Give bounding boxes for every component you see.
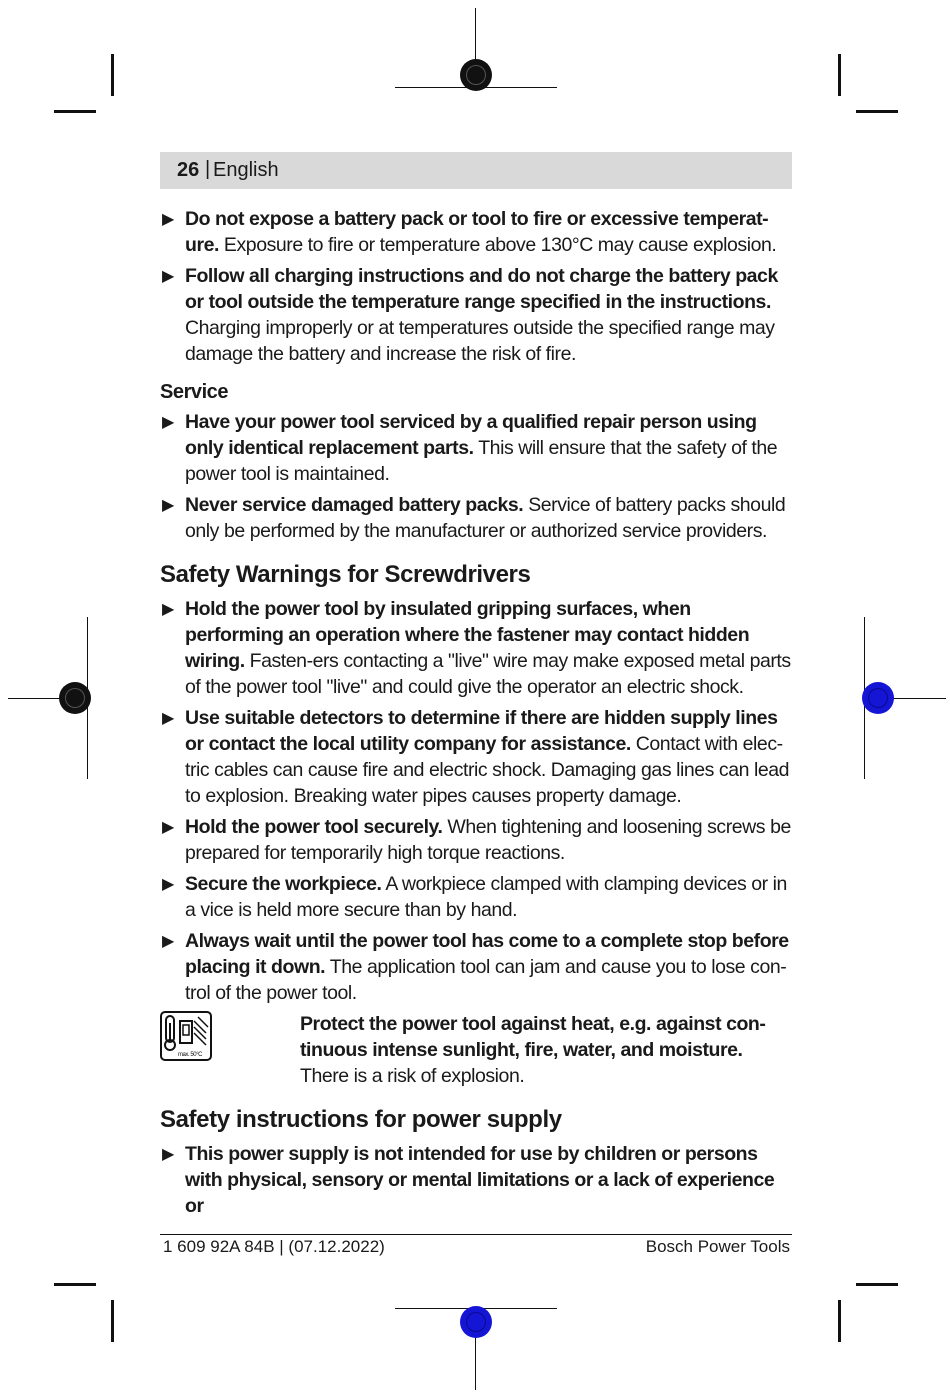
warning-bold: Do not expose a battery pack or tool to fire or excessive temperat-ure. xyxy=(185,208,769,256)
section-heading-service: Service xyxy=(160,381,229,403)
bullet-triangle-icon: ▶ xyxy=(162,876,174,893)
warning-text: Fasten-ers contacting a "live" wire may make exposed metal parts of the power tool "live" and could give the operator an electric shock. xyxy=(185,650,791,698)
bullet-triangle-icon: ▶ xyxy=(162,414,174,431)
crop-mark xyxy=(111,54,114,96)
bullet-triangle-icon: ▶ xyxy=(162,268,174,285)
warning-bold: Hold the power tool by insulated gripping surfaces, when performing an operation where the fastener may contact hidden wiring. xyxy=(185,598,750,672)
warning-bold: Use suitable detectors to determine if there are hidden supply lines or contact the local utility company for assistance. xyxy=(185,707,778,755)
footer-rule xyxy=(160,1234,792,1235)
warning-text: Exposure to fire or temperature above 130°C may cause explosion. xyxy=(218,234,777,256)
warning-bold: Never service damaged battery packs. xyxy=(185,494,524,516)
list-item xyxy=(160,871,792,923)
brand-footer: Bosch Power Tools xyxy=(645,1237,790,1256)
page-header xyxy=(160,152,792,189)
crop-mark xyxy=(54,1283,96,1286)
registration-mark-right xyxy=(862,682,894,714)
bullet-triangle-icon: ▶ xyxy=(162,933,174,950)
language-label: English xyxy=(213,159,279,181)
note-text: There is a risk of explosion. xyxy=(300,1065,525,1087)
warning-text: When tightening and loosening screws be prepared for temporarily high torque reactions. xyxy=(185,816,791,864)
note-bold: Protect the power tool against heat, e.g. against con-tinuous intense sunlight, fire, water, and moisture. xyxy=(300,1013,766,1061)
crop-mark xyxy=(856,1283,898,1286)
list-item xyxy=(160,263,792,367)
icon-caption: max. 50°C xyxy=(178,1052,203,1058)
heat-protection-icon xyxy=(160,1011,212,1061)
section-heading-screwdrivers: Safety Warnings for Screwdrivers xyxy=(160,561,531,588)
list-item xyxy=(160,492,792,544)
crop-mark xyxy=(111,1300,114,1342)
registration-mark-left xyxy=(59,682,91,714)
bullet-triangle-icon: ▶ xyxy=(162,211,174,228)
warning-bold: This power supply is not intended for use by children or persons with physical, sensory or mental limitations or a lack of experience or xyxy=(185,1143,775,1217)
list-item xyxy=(160,596,792,700)
list-item xyxy=(160,409,792,487)
document-number: 1 609 92A 84B | (07.12.2022) xyxy=(163,1237,385,1256)
warning-text: This will ensure that the safety of the power tool is maintained. xyxy=(185,437,778,485)
list-item xyxy=(160,705,792,809)
warning-bold: Always wait until the power tool has come to a complete stop before placing it down. xyxy=(185,930,789,978)
warning-text: The application tool can jam and cause you to lose con-trol of the power tool. xyxy=(185,956,787,1004)
crop-mark xyxy=(54,110,96,113)
list-item xyxy=(160,206,792,258)
page-number: 26 xyxy=(177,159,200,181)
registration-mark-bottom xyxy=(460,1306,492,1338)
bullet-triangle-icon: ▶ xyxy=(162,497,174,514)
page-content xyxy=(160,206,792,1219)
warning-text: Charging improperly or at temperatures outside the specified range may damage the battery and increase the risk of fire. xyxy=(185,317,775,365)
bullet-triangle-icon: ▶ xyxy=(162,710,174,727)
crop-mark xyxy=(838,1300,841,1342)
section-heading-power-supply: Safety instructions for power supply xyxy=(160,1106,562,1133)
crop-mark xyxy=(856,110,898,113)
warning-bold: Secure the workpiece. xyxy=(185,873,382,895)
warning-bold: Hold the power tool securely. xyxy=(185,816,443,838)
heat-warning-note xyxy=(160,1011,792,1089)
crop-mark xyxy=(838,54,841,96)
bullet-triangle-icon: ▶ xyxy=(162,601,174,618)
list-item xyxy=(160,814,792,866)
registration-mark-top xyxy=(460,59,492,91)
warning-text: A workpiece clamped with clamping devices or in a vice is held more secure than by hand. xyxy=(185,873,787,921)
list-item xyxy=(160,1141,792,1219)
warning-text: Contact with elec-tric cables can cause fire and electric shock. Damaging gas lines can lead to explosion. Breaking water pipes causes property damage. xyxy=(185,733,790,807)
list-item xyxy=(160,928,792,1006)
warning-text: Service of battery packs should only be performed by the manufacturer or authorized service providers. xyxy=(185,494,786,542)
warning-bold: Follow all charging instructions and do not charge the battery pack or tool outside the temperature range specified in the instructions. xyxy=(185,265,778,313)
warning-bold: Have your power tool serviced by a qualified repair person using only identical replacement parts. xyxy=(185,411,757,459)
bullet-triangle-icon: ▶ xyxy=(162,819,174,836)
bullet-triangle-icon: ▶ xyxy=(162,1146,174,1163)
header-separator: | xyxy=(205,158,211,180)
